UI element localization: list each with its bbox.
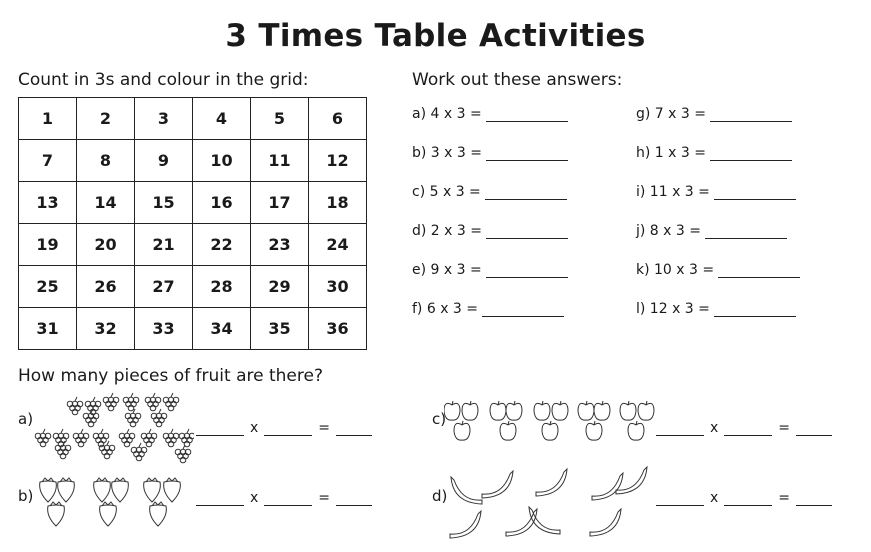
grid-cell[interactable]: 4 — [193, 98, 251, 140]
question-row — [636, 217, 800, 239]
question-text: h) 1 x 3 = — [636, 145, 706, 161]
grid-cell[interactable]: 23 — [251, 224, 309, 266]
banana-icon — [616, 467, 647, 494]
apple-icon — [542, 421, 558, 440]
banana-icon — [592, 473, 623, 500]
grid-cell[interactable]: 36 — [309, 308, 367, 350]
bananas-illustration — [446, 462, 656, 544]
grid-cell[interactable]: 22 — [193, 224, 251, 266]
answer-blank[interactable] — [656, 423, 704, 436]
grid-cell[interactable]: 32 — [77, 308, 135, 350]
equation-c — [656, 420, 832, 436]
apple-icon — [586, 421, 602, 440]
answer-blank[interactable] — [724, 493, 772, 506]
grid-cell[interactable]: 24 — [309, 224, 367, 266]
page-title: 3 Times Table Activities — [225, 18, 646, 54]
grid-heading: Count in 3s and colour in the grid: — [18, 70, 309, 90]
grid-cell[interactable]: 8 — [77, 140, 135, 182]
grid-cell[interactable]: 28 — [193, 266, 251, 308]
question-row — [636, 295, 800, 317]
grid-cell[interactable]: 33 — [135, 308, 193, 350]
apple-icon — [444, 401, 460, 420]
banana-icon — [506, 509, 537, 536]
apple-icon — [490, 401, 506, 420]
apple-icon — [594, 401, 610, 420]
times-sign: x — [710, 490, 719, 506]
grid-cell[interactable]: 17 — [251, 182, 309, 224]
grid-cell[interactable]: 14 — [77, 182, 135, 224]
answer-line[interactable] — [486, 263, 568, 278]
grape-bunch-icon — [179, 429, 194, 447]
apple-icon — [620, 401, 636, 420]
equation-a — [196, 420, 372, 436]
question-text: c) 5 x 3 = — [412, 184, 481, 200]
grid-cell[interactable]: 21 — [135, 224, 193, 266]
grape-bunch-icon — [103, 393, 119, 411]
question-text: k) 10 x 3 = — [636, 262, 715, 278]
answer-blank[interactable] — [336, 493, 372, 506]
grid-cell[interactable]: 26 — [77, 266, 135, 308]
grape-bunch-icon — [85, 397, 101, 415]
answers-column-left — [412, 100, 568, 334]
question-text: f) 6 x 3 = — [412, 301, 479, 317]
apple-icon — [578, 401, 594, 420]
grid-cell[interactable]: 9 — [135, 140, 193, 182]
grid-cell[interactable]: 1 — [19, 98, 77, 140]
equation-b — [196, 490, 372, 506]
grid-cell[interactable]: 31 — [19, 308, 77, 350]
apple-icon — [462, 401, 478, 420]
grid-cell[interactable]: 6 — [309, 98, 367, 140]
grid-cell[interactable]: 30 — [309, 266, 367, 308]
apple-icon — [552, 401, 568, 420]
answer-line[interactable] — [486, 224, 568, 239]
apples-illustration — [444, 400, 658, 446]
answers-column-right — [636, 100, 800, 334]
answer-line[interactable] — [482, 302, 564, 317]
grape-bunch-icon — [67, 397, 83, 415]
answer-line[interactable] — [710, 107, 792, 122]
grid-cell[interactable]: 13 — [19, 182, 77, 224]
grid-cell[interactable]: 5 — [251, 98, 309, 140]
question-row — [412, 100, 568, 122]
grape-bunch-icon — [123, 393, 139, 411]
grid-row — [19, 140, 367, 182]
grid-cell[interactable]: 18 — [309, 182, 367, 224]
equals-sign: = — [778, 490, 791, 506]
grape-bunch-icon — [163, 393, 179, 411]
times-sign: x — [710, 420, 719, 436]
grid-cell[interactable]: 2 — [77, 98, 135, 140]
grid-cell[interactable]: 19 — [19, 224, 77, 266]
grape-bunch-icon — [119, 429, 135, 447]
grape-bunch-icon — [99, 441, 115, 459]
apple-icon — [628, 421, 644, 440]
grape-bunch-icon — [151, 409, 167, 427]
grapes-illustration — [30, 392, 194, 464]
grid-cell[interactable]: 10 — [193, 140, 251, 182]
grape-bunch-icon — [93, 429, 109, 447]
question-text: d) 2 x 3 = — [412, 223, 482, 239]
banana-icon — [529, 507, 560, 534]
fruit-label-a: a) — [18, 410, 34, 428]
fruit-label-c: c) — [432, 410, 447, 428]
question-row — [412, 217, 568, 239]
answer-line[interactable] — [486, 107, 568, 122]
answer-blank[interactable] — [656, 493, 704, 506]
question-row — [412, 178, 568, 200]
strawberry-icon — [94, 478, 111, 502]
grid-cell[interactable]: 3 — [135, 98, 193, 140]
grid-row — [19, 182, 367, 224]
strawberry-icon — [48, 502, 65, 526]
answer-blank[interactable] — [796, 423, 832, 436]
grid-cell[interactable]: 12 — [309, 140, 367, 182]
strawberry-icon — [164, 478, 181, 502]
grape-bunch-icon — [35, 429, 51, 447]
grape-bunch-icon — [175, 445, 191, 463]
grape-bunch-icon — [125, 409, 141, 427]
banana-icon — [450, 511, 481, 538]
strawberry-icon — [100, 502, 117, 526]
answer-line[interactable] — [714, 302, 796, 317]
times-sign: x — [250, 420, 259, 436]
answer-line[interactable] — [710, 146, 792, 161]
answer-blank[interactable] — [264, 423, 312, 436]
answer-line[interactable] — [714, 185, 796, 200]
question-row — [412, 295, 568, 317]
answer-line[interactable] — [486, 146, 568, 161]
equals-sign: = — [318, 420, 331, 436]
apple-icon — [534, 401, 550, 420]
equation-d — [656, 490, 832, 506]
number-grid — [18, 97, 367, 350]
grid-row — [19, 308, 367, 350]
apple-icon — [506, 401, 522, 420]
answer-blank[interactable] — [264, 493, 312, 506]
question-text: b) 3 x 3 = — [412, 145, 482, 161]
equals-sign: = — [318, 490, 331, 506]
strawberry-icon — [58, 478, 75, 502]
grape-bunch-icon — [83, 409, 99, 427]
answer-line[interactable] — [705, 224, 787, 239]
grid-cell[interactable]: 29 — [251, 266, 309, 308]
strawberry-icon — [144, 478, 161, 502]
grape-bunch-icon — [73, 429, 89, 447]
question-text: i) 11 x 3 = — [636, 184, 710, 200]
answer-blank[interactable] — [196, 493, 244, 506]
question-row — [636, 256, 800, 278]
fruit-label-d: d) — [432, 487, 448, 505]
grid-row — [19, 224, 367, 266]
grape-bunch-icon — [53, 429, 69, 447]
question-text: l) 12 x 3 = — [636, 301, 710, 317]
strawberries-illustration — [38, 474, 194, 536]
fruit-label-b: b) — [18, 487, 34, 505]
apple-icon — [638, 401, 654, 420]
answers-heading: Work out these answers: — [412, 70, 623, 90]
grape-bunch-icon — [145, 393, 161, 411]
grape-bunch-icon — [163, 429, 179, 447]
strawberry-icon — [40, 478, 57, 502]
question-text: g) 7 x 3 = — [636, 106, 706, 122]
strawberry-icon — [150, 502, 167, 526]
question-row — [636, 178, 800, 200]
grid-cell[interactable]: 15 — [135, 182, 193, 224]
question-text: a) 4 x 3 = — [412, 106, 482, 122]
banana-icon — [536, 469, 567, 496]
apple-icon — [500, 421, 516, 440]
strawberry-icon — [112, 478, 129, 502]
answer-line[interactable] — [718, 263, 800, 278]
question-row — [412, 139, 568, 161]
grid-row — [19, 98, 367, 140]
grape-bunch-icon — [55, 441, 71, 459]
grid-cell[interactable]: 35 — [251, 308, 309, 350]
grid-cell[interactable]: 27 — [135, 266, 193, 308]
grid-cell[interactable]: 16 — [193, 182, 251, 224]
question-row — [636, 139, 800, 161]
grape-bunch-icon — [131, 443, 147, 461]
equals-sign: = — [778, 420, 791, 436]
answer-blank[interactable] — [724, 423, 772, 436]
grid-cell[interactable]: 20 — [77, 224, 135, 266]
banana-icon — [482, 471, 513, 498]
apple-icon — [454, 421, 470, 440]
banana-icon — [590, 509, 621, 536]
grid-cell[interactable]: 11 — [251, 140, 309, 182]
grid-cell[interactable]: 7 — [19, 140, 77, 182]
question-row — [636, 100, 800, 122]
question-text: j) 8 x 3 = — [636, 223, 701, 239]
grape-bunch-icon — [141, 429, 157, 447]
grid-cell[interactable]: 25 — [19, 266, 77, 308]
answer-blank[interactable] — [196, 423, 244, 436]
answer-line[interactable] — [485, 185, 567, 200]
banana-icon — [451, 477, 482, 504]
answer-blank[interactable] — [336, 423, 372, 436]
grid-cell[interactable]: 34 — [193, 308, 251, 350]
answer-blank[interactable] — [796, 493, 832, 506]
grid-row — [19, 266, 367, 308]
question-row — [412, 256, 568, 278]
fruit-heading: How many pieces of fruit are there? — [18, 366, 323, 386]
times-sign: x — [250, 490, 259, 506]
question-text: e) 9 x 3 = — [412, 262, 482, 278]
